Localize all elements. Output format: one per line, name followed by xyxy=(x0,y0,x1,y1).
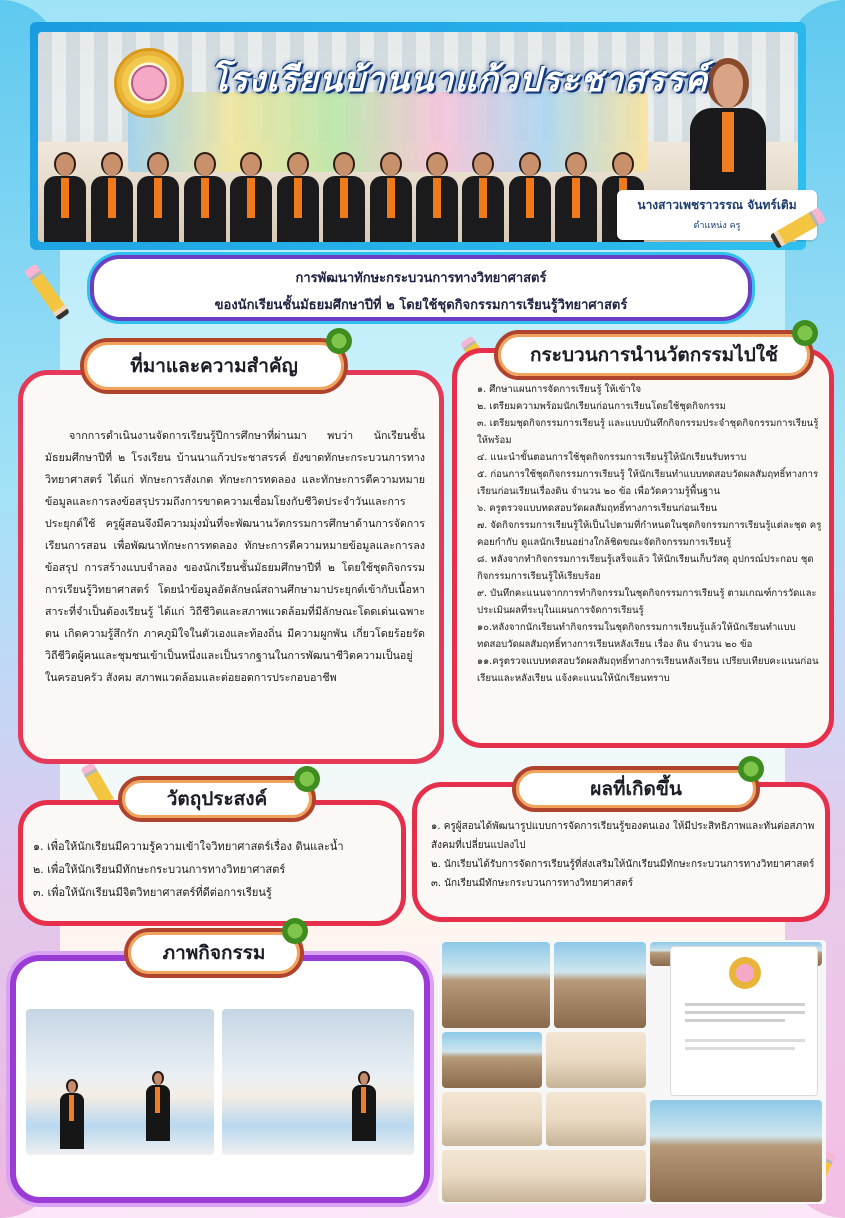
process-step: ๖. ครูตรวจแบบทดสอบวัดผลสัมฤทธิ์ทางการเรียนก่อนเรียน xyxy=(477,503,718,514)
gallery-heading-text: ภาพกิจกรรม xyxy=(162,942,266,964)
staff-person xyxy=(230,152,272,242)
process-step: ๕. ก่อนการใช้ชุดกิจกรรมการเรียนรู้ ให้นักเรียนทำแบบทดสอบวัดผลสัมฤทธิ์ทางการเรียนก่อนเรียนเรื่องดิน จำนวน ๒๐ ข้อ เพื่อวัดความรู้พื้นฐาน xyxy=(477,469,819,497)
vine-decor-icon xyxy=(282,918,308,944)
classroom-photo xyxy=(546,1092,646,1146)
school-name: โรงเรียนบ้านนาแก้วประชาสรรค์ xyxy=(210,60,709,100)
vine-decor-icon xyxy=(294,766,320,792)
staff-person xyxy=(369,152,411,242)
staff-person xyxy=(90,152,132,242)
process-card xyxy=(452,348,834,748)
school-logo-icon xyxy=(729,957,761,989)
process-heading xyxy=(494,330,814,380)
staff-person xyxy=(509,152,551,242)
background-paragraph: จากการดำเนินงานจัดการเรียนรู้ปีการศึกษาที่ผ่านมา พบว่า นักเรียนชั้นมัธยมศึกษาปีที่ ๒ โรงเรียน บ้านนาแก้วประชาสรรค์ ยังขาดทักษะกระบวนการทางวิทยาศาสตร์ ได้แก่ ทักษะการสังเกต ทักษะการทดลอง และทักษะการตีความหมายข้อมูลและการลงข้อสรุปรวมถึงการขาดความเชื่อมโยงกับชีวิตประจำวันและการประยุกต์ใช้ ครูผู้สอนจึงมีความมุ่งมั่นที่จะพัฒนานวัตกรรมการศึกษาด้านการจัดการเรียนการสอน เพื่อพัฒนาทักษะการทดลอง ทักษะการตีความหมายข้อมูลและการลงข้อสรุป การสร้างแบบจำลอง ของนักเรียนชั้นมัธยมศึกษาปีที่ ๒ โดยใช้ชุดกิจกรรมการเรียนรู้วิทยาศาสตร์ โดยนำข้อมูลอัตลักษณ์สถานศึกษามาประยุกต์เข้ากับเนื้อหาสาระที่จำเป็นต้องเรียนรู้ ได้แก่ วิถีชีวิตและสภาพแวดล้อมที่มีลักษณะโดดเด่นเฉพาะตน เกิดความรู้สึกรัก ภาคภูมิใจในตัวเองและท้องถิ่น มีความผูกพัน เกี่ยวโดยร้อยรัดวิถีชีวิตผู้คนและชุมชนเข้าเป็นหนึ่งและเป็นรากฐานในการพัฒนาชีวิตความเป็นอยู่ในครอบครัว สังคม สภาพแวดล้อมและต่อยอดการประกอบอาชีพ xyxy=(45,429,425,684)
classroom-photo xyxy=(442,1150,646,1202)
person-figure xyxy=(146,1071,170,1141)
field-photo xyxy=(554,942,646,1028)
process-step: ๔. แนะนำขั้นตอนการใช้ชุดกิจกรรมการเรียนรู้ให้นักเรียนรับทราบ xyxy=(477,452,747,463)
process-step: ๑๐.หลังจากนักเรียนทำกิจกรรมในชุดกิจกรรมการเรียนรู้แล้วให้นักเรียนทำแบบทดสอบวัดผลสัมฤทธิ์ทางการเรียนหลังเรียน เรื่อง ดิน จำนวน ๒๐ ข้อ xyxy=(477,622,796,650)
activity-photo xyxy=(26,1009,214,1155)
field-photo xyxy=(650,1100,822,1202)
activity-gallery xyxy=(10,955,430,1203)
classroom-photo xyxy=(546,1032,646,1088)
staff-person xyxy=(323,152,365,242)
staff-person xyxy=(416,152,458,242)
objective-item: ๓. เพื่อให้นักเรียนมีจิตวิทยาศาสตร์ที่ดีต่อการเรียนรู้ xyxy=(33,886,272,899)
vine-decor-icon xyxy=(738,756,764,782)
objectives-list xyxy=(33,835,405,904)
school-logo-icon xyxy=(114,48,184,118)
background-heading xyxy=(80,338,348,394)
process-list xyxy=(477,381,823,687)
teacher-name: นางสาวเพชราวรรณ จันทร์เติม xyxy=(637,198,797,212)
title-line-1: การพัฒนาทักษะกระบวนการทางวิทยาศาสตร์ xyxy=(295,271,547,286)
staff-person xyxy=(183,152,225,242)
activity-photo xyxy=(222,1009,414,1155)
staff-person xyxy=(137,152,179,242)
result-item: ๑. ครูผู้สอนได้พัฒนารูปแบบการจัดการเรียนรู้ของตนเอง ให้มีประสิทธิภาพและทันต่อสภาพ สังคมที่เปลี่ยนแปลงไป xyxy=(431,821,815,851)
background-heading-text: ที่มาและความสำคัญ xyxy=(130,355,298,377)
staff-person xyxy=(44,152,86,242)
process-step: ๓. เตรียมชุดกิจกรรมการเรียนรู้ และแบบบันทึกกิจกรรมประจำชุดกิจกรรมการเรียนรู้ให้พร้อม xyxy=(477,418,819,446)
classroom-photo xyxy=(442,1092,542,1146)
research-title-box xyxy=(90,255,752,321)
person-figure xyxy=(352,1071,376,1141)
photo-collage xyxy=(438,940,826,1204)
process-step: ๑. ศึกษาแผนการจัดการเรียนรู้ ให้เข้าใจ xyxy=(477,384,642,395)
field-photo xyxy=(442,1032,542,1088)
vine-decor-icon xyxy=(326,328,352,354)
gallery-heading xyxy=(124,928,304,978)
result-item: ๒. นักเรียนได้รับการจัดการเรียนรู้ที่ส่งเสริมให้นักเรียนมีทักษะกระบวนการทางวิทยาศาสตร์ xyxy=(431,859,815,870)
objectives-heading xyxy=(118,776,316,822)
objective-item: ๑. เพื่อให้นักเรียนมีความรู้ความเข้าใจวิทยาศาสตร์เรื่อง ดินและน้ำ xyxy=(33,840,344,853)
staff-person xyxy=(462,152,504,242)
process-step: ๒. เตรียมความพร้อมนักเรียนก่อนการเรียนโดยใช้ชุดกิจกรรม xyxy=(477,401,726,412)
results-heading-text: ผลที่เกิดขึ้น xyxy=(590,778,682,800)
process-step: ๗. จัดกิจกรรมการเรียนรู้ให้เป็นไปตามที่กำหนดในชุดกิจกรรมการเรียนรู้แต่ละชุด ครูคอยกำกับ ดูแลนักเรียนอย่างใกล้ชิดขณะจัดกิจกรรมการเรียนรู้ xyxy=(477,520,822,548)
results-list xyxy=(431,817,823,893)
teacher-position: ตำแหน่ง ครู xyxy=(693,221,741,231)
staff-person xyxy=(276,152,318,242)
process-heading-text: กระบวนการนำนวัตกรรมไปใช้ xyxy=(530,344,778,366)
staff-person xyxy=(555,152,597,242)
process-step: ๙. บันทึกคะแนนจากการทำกิจกรรมในชุดกิจกรรมการเรียนรู้ ตามเกณฑ์การวัดและประเมินผลที่ระบุในแผนการจัดการเรียนรู้ xyxy=(477,588,817,616)
title-line-2: ของนักเรียนชั้นมัธยมศึกษาปีที่ ๒ โดยใช้ชุดกิจกรรมการเรียนรู้วิทยาศาสตร์ xyxy=(214,298,628,313)
research-cover-document xyxy=(670,946,818,1096)
background-card xyxy=(18,370,444,764)
field-photo xyxy=(442,942,550,1028)
results-heading xyxy=(512,766,760,812)
result-item: ๓. นักเรียนมีทักษะกระบวนการทางวิทยาศาสตร์ xyxy=(431,878,634,889)
vine-decor-icon xyxy=(792,320,818,346)
process-step: ๘. หลังจากทำกิจกรรมการเรียนรู้เสร็จแล้ว ให้นักเรียนเก็บวัสดุ อุปกรณ์ประกอบ ชุดกิจกรรมการเรียนรู้ให้เรียบร้อย xyxy=(477,554,814,582)
staff-group xyxy=(44,130,644,242)
objectives-heading-text: วัตถุประสงค์ xyxy=(166,788,268,810)
person-figure xyxy=(60,1079,84,1149)
objective-item: ๒. เพื่อให้นักเรียนมีทักษะกระบวนการทางวิทยาศาสตร์ xyxy=(33,863,286,876)
process-step: ๑๑.ครูตรวจแบบทดสอบวัดผลสัมฤทธิ์ทางการเรียนหลังเรียน เปรียบเทียบคะแนนก่อนเรียนและหลังเรียน แจ้งคะแนนให้นักเรียนทราบ xyxy=(477,656,819,684)
